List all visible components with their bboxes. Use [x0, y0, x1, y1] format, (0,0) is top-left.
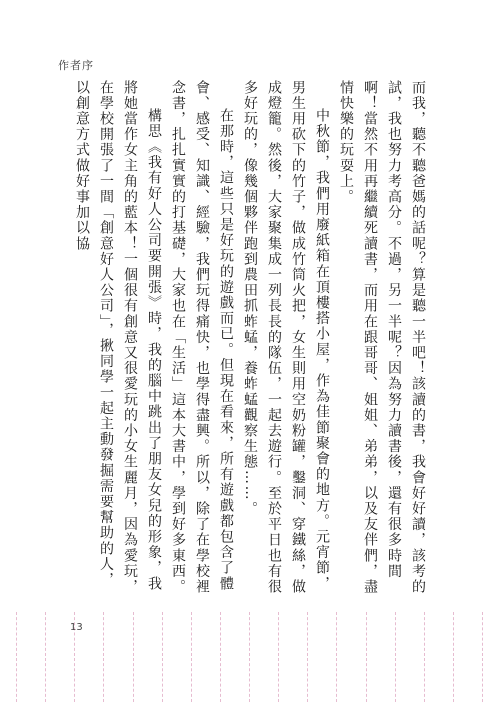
dashed-line — [482, 612, 483, 702]
dashed-line — [424, 612, 425, 702]
paragraph-2: 中秋節，我們用廢紙箱在頂樓搭小屋，作為佳節聚會的地方。元宵節，男生用砍下的竹子，做成竹筒火把，女生則用空奶粉罐，鑿洞、穿鐵絲，做成燈籠。然後，大家聚集成一列長長的隊伍，一起去遊行。至於平日也有很多好玩的，像幾個夥伴跑到農田抓蚱蜢，養蚱蜢觀察生態……。 — [242, 80, 330, 595]
vertical-body-text — [74, 80, 430, 600]
dashed-line — [162, 612, 163, 702]
dashed-line — [249, 612, 250, 702]
dashed-line — [307, 612, 308, 702]
paragraph-1: 而我，聽不聽爸媽的話呢？算是聽一半吧！該讀的書，我會好好讀，該考的試，我也努力考高分。不過，另一半呢？因為努力讀書後，還有很多時間啊！當然不用再繼續死讀書，而用在跟哥哥、姐姐、弟弟，以及友伴們，盡情快樂的玩耍上。 — [338, 80, 426, 595]
dashed-line — [278, 612, 279, 702]
dashed-line — [191, 612, 192, 702]
dashed-line — [395, 612, 396, 702]
paragraph-4: 構思《我有好人公司要開張》時，我的腦中跳出了朋友女兒的形象，我將她當作女主角的藍本！一個很有創意又很愛玩的小女生麗月，因為愛玩，在學校開張了一間「創意好人公司」，揪同學一起主動發掘需要幫助的人，以創意方式做好事加以協 — [74, 80, 162, 595]
dashed-line — [220, 612, 221, 702]
dashed-line — [366, 612, 367, 702]
dashed-line — [103, 612, 104, 702]
page-number: 13 — [70, 622, 83, 633]
dashed-line — [45, 612, 46, 702]
dashed-line — [16, 612, 17, 702]
dashed-line — [336, 612, 337, 702]
dashed-line — [453, 612, 454, 702]
paragraph-3: 在那時，這些只是好玩的遊戲而已。但現在看來，所有遊戲都包含了體會、感受、知識、經驗，我們玩得痛快，也學得盡興。所以，除了在學校裡念書，扎扎實實的打基礎，大家也在「生活」這本大書中，學到好多東西。 — [170, 80, 234, 595]
chapter-header: 作者序 — [58, 59, 94, 72]
dashed-line — [133, 612, 134, 702]
